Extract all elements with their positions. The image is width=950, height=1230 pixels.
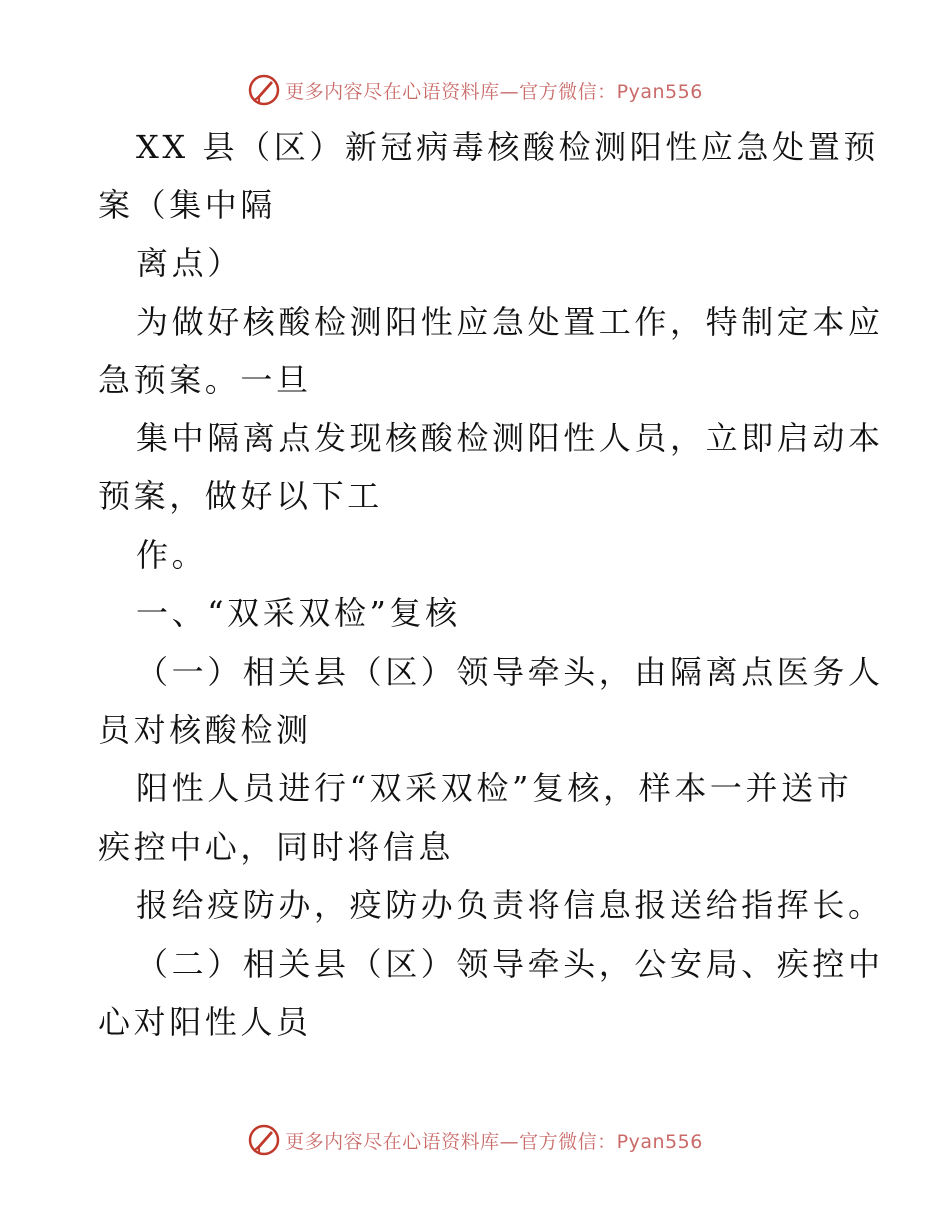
doc-title-line-2: 案（集中隔 — [98, 186, 277, 224]
doc-paragraph-line: （二）相关县（区）领导牵头，公安局、疾控中 — [136, 945, 884, 983]
doc-paragraph-line: 预案，做好以下工 — [98, 477, 383, 515]
doc-paragraph-line: 集中隔离点发现核酸检测阳性人员，立即启动本 — [136, 419, 884, 457]
doc-paragraph-line: 急预案。一旦 — [98, 361, 312, 399]
doc-title-line-3: 离点） — [136, 244, 243, 282]
quill-seal-icon — [247, 1123, 281, 1157]
doc-paragraph-line: 阳性人员进行“双采双检”复核，样本一并送市 — [136, 769, 853, 807]
doc-paragraph-line: 报给疫防办，疫防办负责将信息报送给指挥长。 — [136, 886, 884, 924]
doc-paragraph-line: 疾控中心，同时将信息 — [98, 828, 455, 866]
quill-seal-icon — [247, 73, 281, 107]
watermark-footer — [0, 1120, 950, 1160]
doc-paragraph-line: 作。 — [136, 536, 208, 574]
doc-paragraph-line: 心对阳性人员 — [98, 1003, 312, 1041]
doc-section-heading: 一、“双采双检”复核 — [136, 594, 461, 632]
watermark-text: 更多内容尽在心语资料库—官方微信：Pyan556 — [285, 1130, 703, 1153]
doc-paragraph-line: 员对核酸检测 — [98, 711, 312, 749]
watermark-text: 更多内容尽在心语资料库—官方微信：Pyan556 — [285, 80, 703, 103]
doc-title-line-1: XX 县（区）新冠病毒核酸检测阳性应急处置预 — [136, 128, 879, 166]
watermark-header — [0, 70, 950, 110]
doc-paragraph-line: 为做好核酸检测阳性应急处置工作，特制定本应 — [136, 303, 884, 341]
doc-paragraph-line: （一）相关县（区）领导牵头，由隔离点医务人 — [136, 653, 884, 691]
